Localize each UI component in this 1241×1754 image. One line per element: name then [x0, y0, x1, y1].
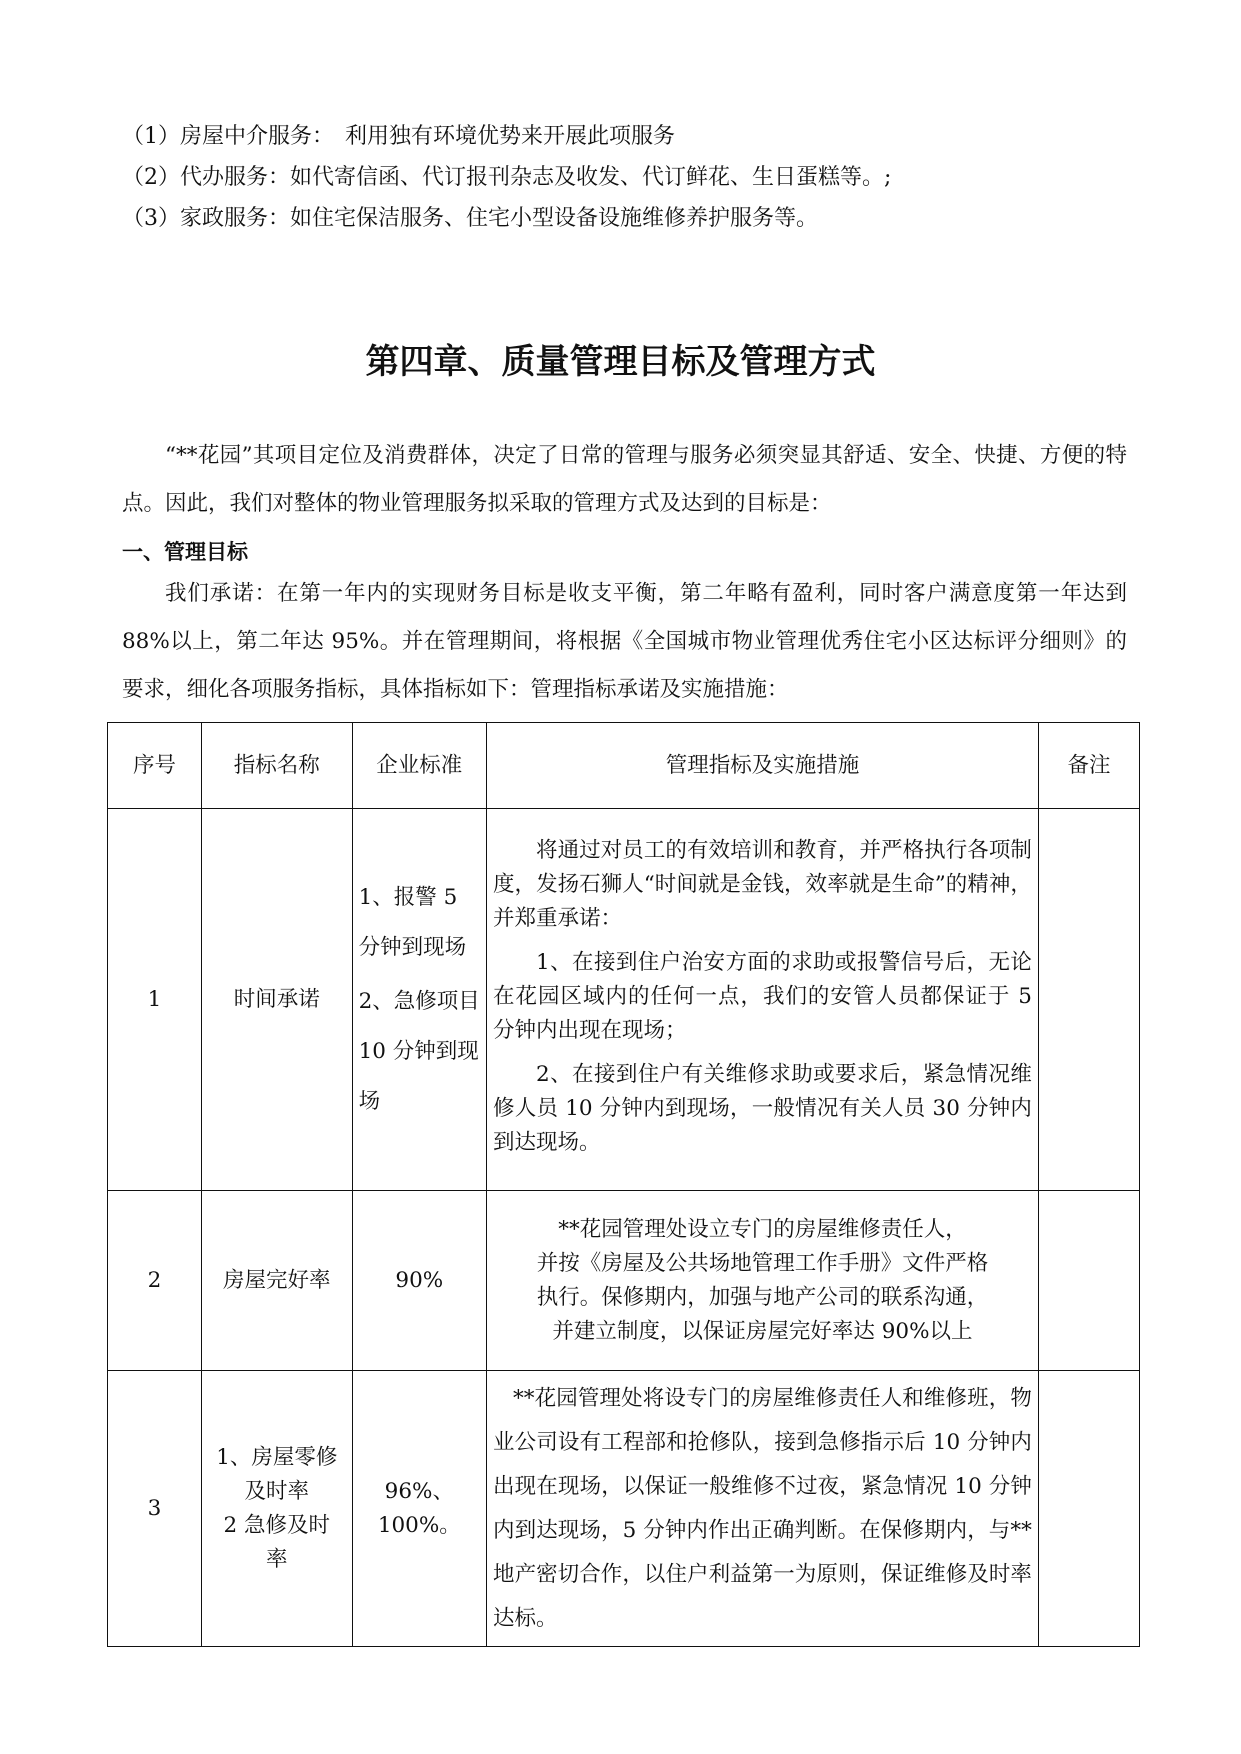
- indicator-name: [202, 1371, 353, 1647]
- header-cell-standard: 企业标准: [352, 723, 486, 809]
- note-cell: [1038, 1191, 1139, 1371]
- metrics-table: [107, 722, 1140, 1647]
- indicator-name-line: 2 急修及时: [223, 1512, 331, 1538]
- chapter-title: 第四章、质量管理目标及管理方式: [365, 342, 876, 382]
- header-cell-measures: 管理指标及实施措施: [487, 723, 1039, 809]
- indicator-name: 时间承诺: [202, 809, 353, 1191]
- row-number: 2: [108, 1191, 202, 1371]
- commitment-paragraph: 我们承诺：在第一年内的实现财务目标是收支平衡，第二年略有盈利，同时客户满意度第一年达到 88%以上，第二年达 95%。并在管理期间，将根据《全国城市物业管理优秀住宅小区达标评分细则》的要求，细化各项服务指标，具体指标如下：管理指标承诺及实施措施：: [122, 581, 1127, 702]
- table-row: [108, 809, 1140, 1191]
- measure-paragraph: 2、在接到住户有关维修求助或要求后，紧急情况维修人员 10 分钟内到现场，一般情况有关人员 30 分钟内到达现场。: [493, 1061, 1032, 1155]
- measure-line: 执行。保修期内，加强与地产公司的联系沟通，: [536, 1284, 989, 1310]
- measure-line: **花园管理处设立专门的房屋维修责任人，: [558, 1216, 967, 1242]
- measures-cell: [487, 1191, 1039, 1371]
- standard-line: 2、急修项目 10 分钟到现场: [358, 988, 480, 1114]
- service-item-errands: （2）代办服务：如代寄信函、代订报刊杂志及收发、代订鲜花、生日蛋糕等。;: [122, 165, 892, 190]
- indicator-name: 房屋完好率: [202, 1191, 353, 1371]
- standard-cell: [352, 809, 486, 1191]
- service-item-realty: （1）房屋中介服务： 利用独有环境优势来开展此项服务: [122, 124, 675, 149]
- section-heading: 一、管理目标: [122, 540, 248, 564]
- service-list: [122, 116, 1122, 239]
- standard-cell: 96%、100%。: [352, 1371, 486, 1647]
- measure-paragraph: 1、在接到住户治安方面的求助或报警信号后，无论在花园区域内的任何一点，我们的安管人员都保证于 5 分钟内出现在现场；: [493, 949, 1032, 1043]
- note-cell: [1038, 809, 1139, 1191]
- header-cell-number: 序号: [108, 723, 202, 809]
- standard-line: 1、报警 5 分钟到现场: [358, 884, 467, 960]
- measure-line: 并建立制度，以保证房屋完好率达 90%以上: [552, 1318, 973, 1344]
- intro-paragraph: “**花园”其项目定位及消费群体，决定了日常的管理与服务必须突显其舒适、安全、快捷、方便的特点。因此，我们对整体的物业管理服务拟采取的管理方式及达到的目标是：: [122, 443, 1127, 516]
- note-cell: [1038, 1371, 1139, 1647]
- indicator-name-line: 及时率: [244, 1478, 310, 1504]
- row-number: 3: [108, 1371, 202, 1647]
- header-cell-indicator: 指标名称: [202, 723, 353, 809]
- header-cell-note: 备注: [1038, 723, 1139, 809]
- measures-cell: [487, 809, 1039, 1191]
- indicator-name-line: 率: [266, 1546, 288, 1572]
- table-row: [108, 1191, 1140, 1371]
- table-row: [108, 1371, 1140, 1647]
- measure-line: 并按《房屋及公共场地管理工作手册》文件严格: [536, 1250, 989, 1276]
- table-header-row: [108, 723, 1140, 809]
- measure-paragraph: 将通过对员工的有效培训和教育，并严格执行各项制度，发扬石狮人“时间就是金钱，效率就是生命”的精神，并郑重承诺：: [493, 837, 1032, 931]
- measures-cell: [487, 1371, 1039, 1647]
- measure-paragraph: **花园管理处将设专门的房屋维修责任人和维修班，物业公司设有工程部和抢修队，接到急修指示后 10 分钟内出现在现场，以保证一般维修不过夜，紧急情况 10 分钟内到达现场，5 分钟内作出正确判断。在保修期内，与**地产密切合作，以住户利益第一为原则，保证维修及时率达标。: [493, 1385, 1032, 1631]
- row-number: 1: [108, 809, 202, 1191]
- service-item-housekeeping: （3）家政服务：如住宅保洁服务、住宅小型设备设施维修养护服务等。: [122, 206, 818, 231]
- indicator-name-line: 1、房屋零修: [216, 1444, 338, 1470]
- standard-cell: 90%: [352, 1191, 486, 1371]
